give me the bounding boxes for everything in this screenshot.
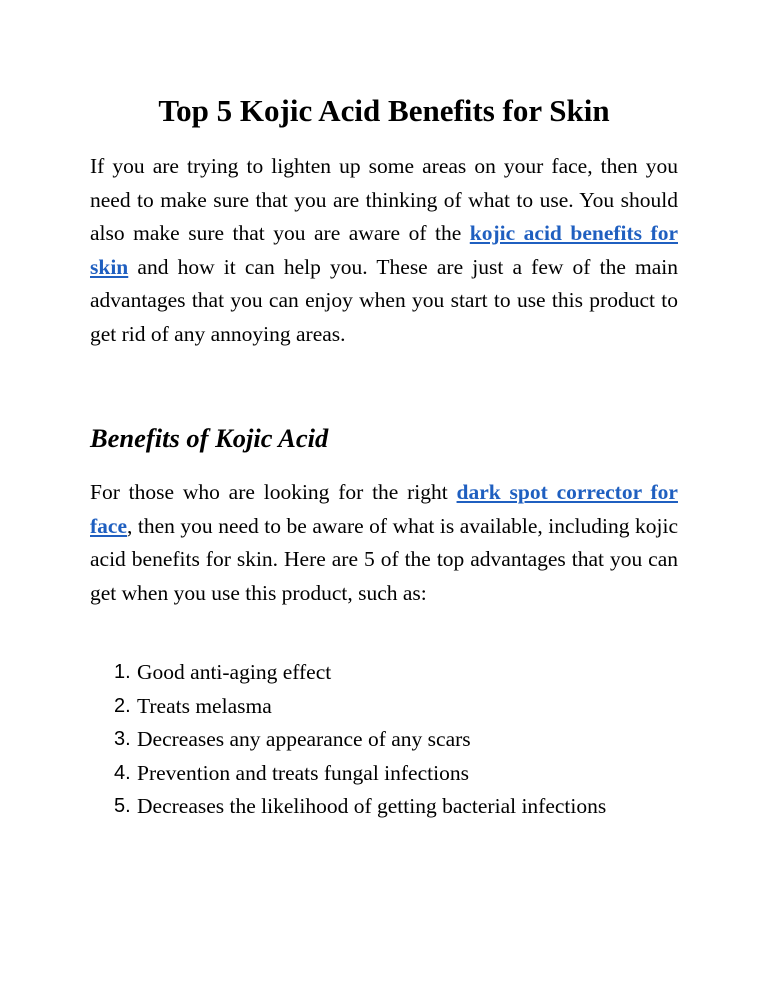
list-item-text: Good anti-aging effect [137, 660, 332, 684]
list-item-text: Decreases the likelihood of getting bacterial infections [137, 794, 607, 819]
page-title: Top 5 Kojic Acid Benefits for Skin [158, 93, 610, 128]
intro-paragraph [90, 150, 678, 352]
list-item [114, 656, 614, 690]
intro-text-end: and how it can help you. These are just a few of the main advantages that you can enjoy when you start to use this product to get rid of any annoying areas. [90, 254, 678, 346]
section-heading: Benefits of Kojic Acid [90, 423, 329, 453]
section-text-start: For those who are looking for the right [90, 480, 457, 504]
list-item-number: 5. [114, 795, 131, 818]
section-text-end: , then you need to be aware of what is available, including kojic acid benefits for skin. Here are 5 of the top advantages that you can get when you use this product, such as: [90, 513, 678, 605]
list-item-number: 2. [114, 694, 131, 717]
list-item-number: 1. [114, 661, 131, 683]
list-item-number: 3. [114, 728, 131, 751]
list-item-number: 4. [114, 761, 131, 784]
list-item [114, 790, 614, 824]
list-item [114, 690, 614, 724]
list-item-text: Decreases any appearance of any scars [137, 727, 471, 752]
list-item-text: Treats melasma [137, 693, 272, 718]
dark-spot-corrector-link[interactable]: dark spot corrector for face [90, 480, 678, 538]
intro-text-start: If you are trying to lighten up some areas on your face, then you need to make sure that you are thinking of what to use. You should also make sure that you are aware of the [90, 154, 678, 246]
list-item-text: Prevention and treats fungal infections [137, 760, 469, 785]
list-item [114, 757, 614, 791]
list-item [114, 723, 614, 757]
benefits-list [114, 656, 614, 824]
kojic-acid-benefits-link[interactable]: kojic acid benefits for skin [90, 221, 678, 279]
section-paragraph [90, 476, 678, 610]
